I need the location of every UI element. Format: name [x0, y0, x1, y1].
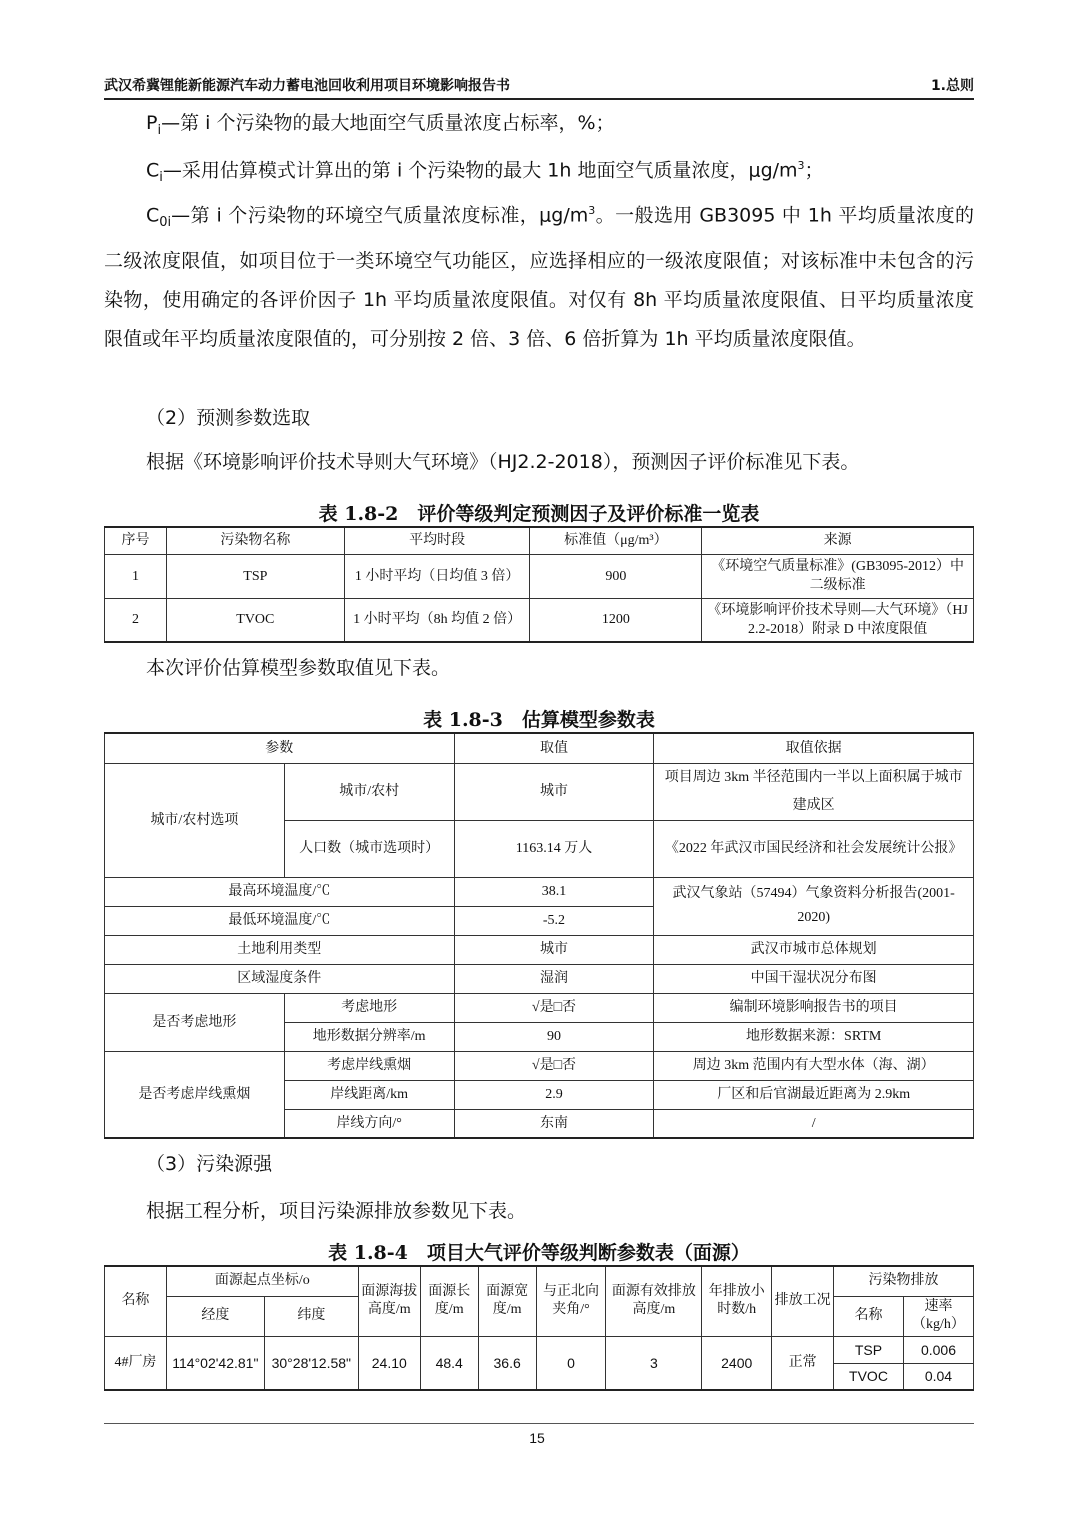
- table-3: [104, 732, 974, 1139]
- footer-divider: [104, 1423, 974, 1424]
- table-3-caption: 表 1.8-3 估算模型参数表: [423, 709, 655, 731]
- table-row: 城市/农村选项 城市/农村 城市 项目周边 3km 半径范围内一半以上面积属于城市建成区: [105, 763, 974, 820]
- table-2-caption: 表 1.8-2 评价等级判定预测因子及评价标准一览表: [318, 503, 760, 525]
- document-title: 武汉希冀锂能新能源汽车动力蓄电池回收利用项目环境影响报告书: [104, 78, 510, 94]
- table-row: 最低环境温度/℃ -5.2: [105, 906, 974, 935]
- table-row: 4#厂房 114°02'42.81" 30°28'12.58" 24.10 48.4 36.6 0 3 2400 正常 TSP 0.006: [105, 1336, 974, 1363]
- table-row: 1 TSP 1 小时平均（日均值 3 倍） 900 《环境空气质量标准》(GB3095-2012）中二级标准: [105, 554, 974, 598]
- table-row: 2 TVOC 1 小时平均（8h 均值 2 倍） 1200 《环境影响评价技术导则—大气环境》（HJ 2.2-2018）附录 D 中浓度限值: [105, 598, 974, 642]
- section-3-text: 根据工程分析，项目污染源排放参数见下表。: [146, 1200, 527, 1222]
- table-4-subheader: 经度 纬度 名称 速率（kg/h）: [105, 1296, 974, 1336]
- section-3-title: （3）污染源强: [146, 1153, 273, 1175]
- section-2-title: （2）预测参数选取: [146, 407, 311, 429]
- table-row: 区域湿度条件 湿润 中国干湿状况分布图: [105, 964, 974, 993]
- table-row: 是否考虑地形 考虑地形 √是□否 编制环境影响报告书的项目: [105, 993, 974, 1022]
- page-number: 15: [529, 1430, 545, 1446]
- table-row: 是否考虑岸线熏烟 考虑岸线熏烟 √是□否 周边 3km 范围内有大型水体（海、湖）: [105, 1051, 974, 1080]
- chapter-label: 1.总则: [930, 78, 974, 94]
- definition-p: $P_i—$第 i 个污染物的最大地面空气质量浓度占标率，%；: [146, 112, 615, 138]
- section-2-text: 根据《环境影响评价技术导则大气环境》（HJ2.2-2018），预测因子评价标准见下表。: [146, 451, 860, 473]
- table-row: 岸线方向/° 东南 /: [105, 1109, 974, 1138]
- page-header: [104, 74, 974, 100]
- table-3-header: 参数 取值 取值依据: [105, 733, 974, 763]
- table-4-header: 名称 面源起点坐标/o 面源海拔高度/m 面源长度/m 面源宽度/m 与正北向夹角/° 面源有效排放高度/m 年排放小时数/h 排放工况 污染物排放: [105, 1266, 974, 1296]
- table-row: 地形数据分辨率/m 90 地形数据来源：SRTM: [105, 1022, 974, 1051]
- table-row: TVOC 0.04: [105, 1363, 974, 1390]
- table-4-caption: 表 1.8-4 项目大气评价等级判断参数表（面源）: [328, 1242, 750, 1264]
- table-3-intro: 本次评价估算模型参数取值见下表。: [146, 657, 451, 679]
- table-2: [104, 526, 974, 643]
- table-row: 土地利用类型 城市 武汉市城市总体规划: [105, 935, 974, 964]
- table-2-header: 序号 污染物名称 平均时段 标准值（μg/m³） 来源: [105, 527, 974, 554]
- table-row: 岸线距离/km 2.9 厂区和后官湖最近距离为 2.9km: [105, 1080, 974, 1109]
- table-row: 人口数（城市选项时） 1163.14 万人 《2022 年武汉市国民经济和社会发展统计公报》: [105, 820, 974, 877]
- table-row: 最高环境温度/℃ 38.1 武汉气象站（57494）气象资料分析报告(2001-2020): [105, 877, 974, 906]
- definition-c: $C_i—$采用估算模式计算出的第 i 个污染物的最大 1h 地面空气质量浓度，$\mu g/m^3$；: [146, 159, 824, 186]
- definition-c0: $C_{0i}—$第 i 个污染物的环境空气质量浓度标准，$\mu g/m^3$。一般选用 GB3095 中 1h 平均质量浓度的二级浓度限值，如项目位于一类环境空气功能区，应选择相应的一级浓度限值；对该标准中未包含的污染物，使用确定的各评价因子 1h 平均质量浓度限值。对仅有 8h 平均质量浓度限值、日平均质量浓度限值或年平均质量浓度限值的，可分别按 2 倍、3 倍、6 倍折算为 1h 平均质量浓度限值。: [104, 204, 975, 351]
- table-4: [104, 1265, 974, 1391]
